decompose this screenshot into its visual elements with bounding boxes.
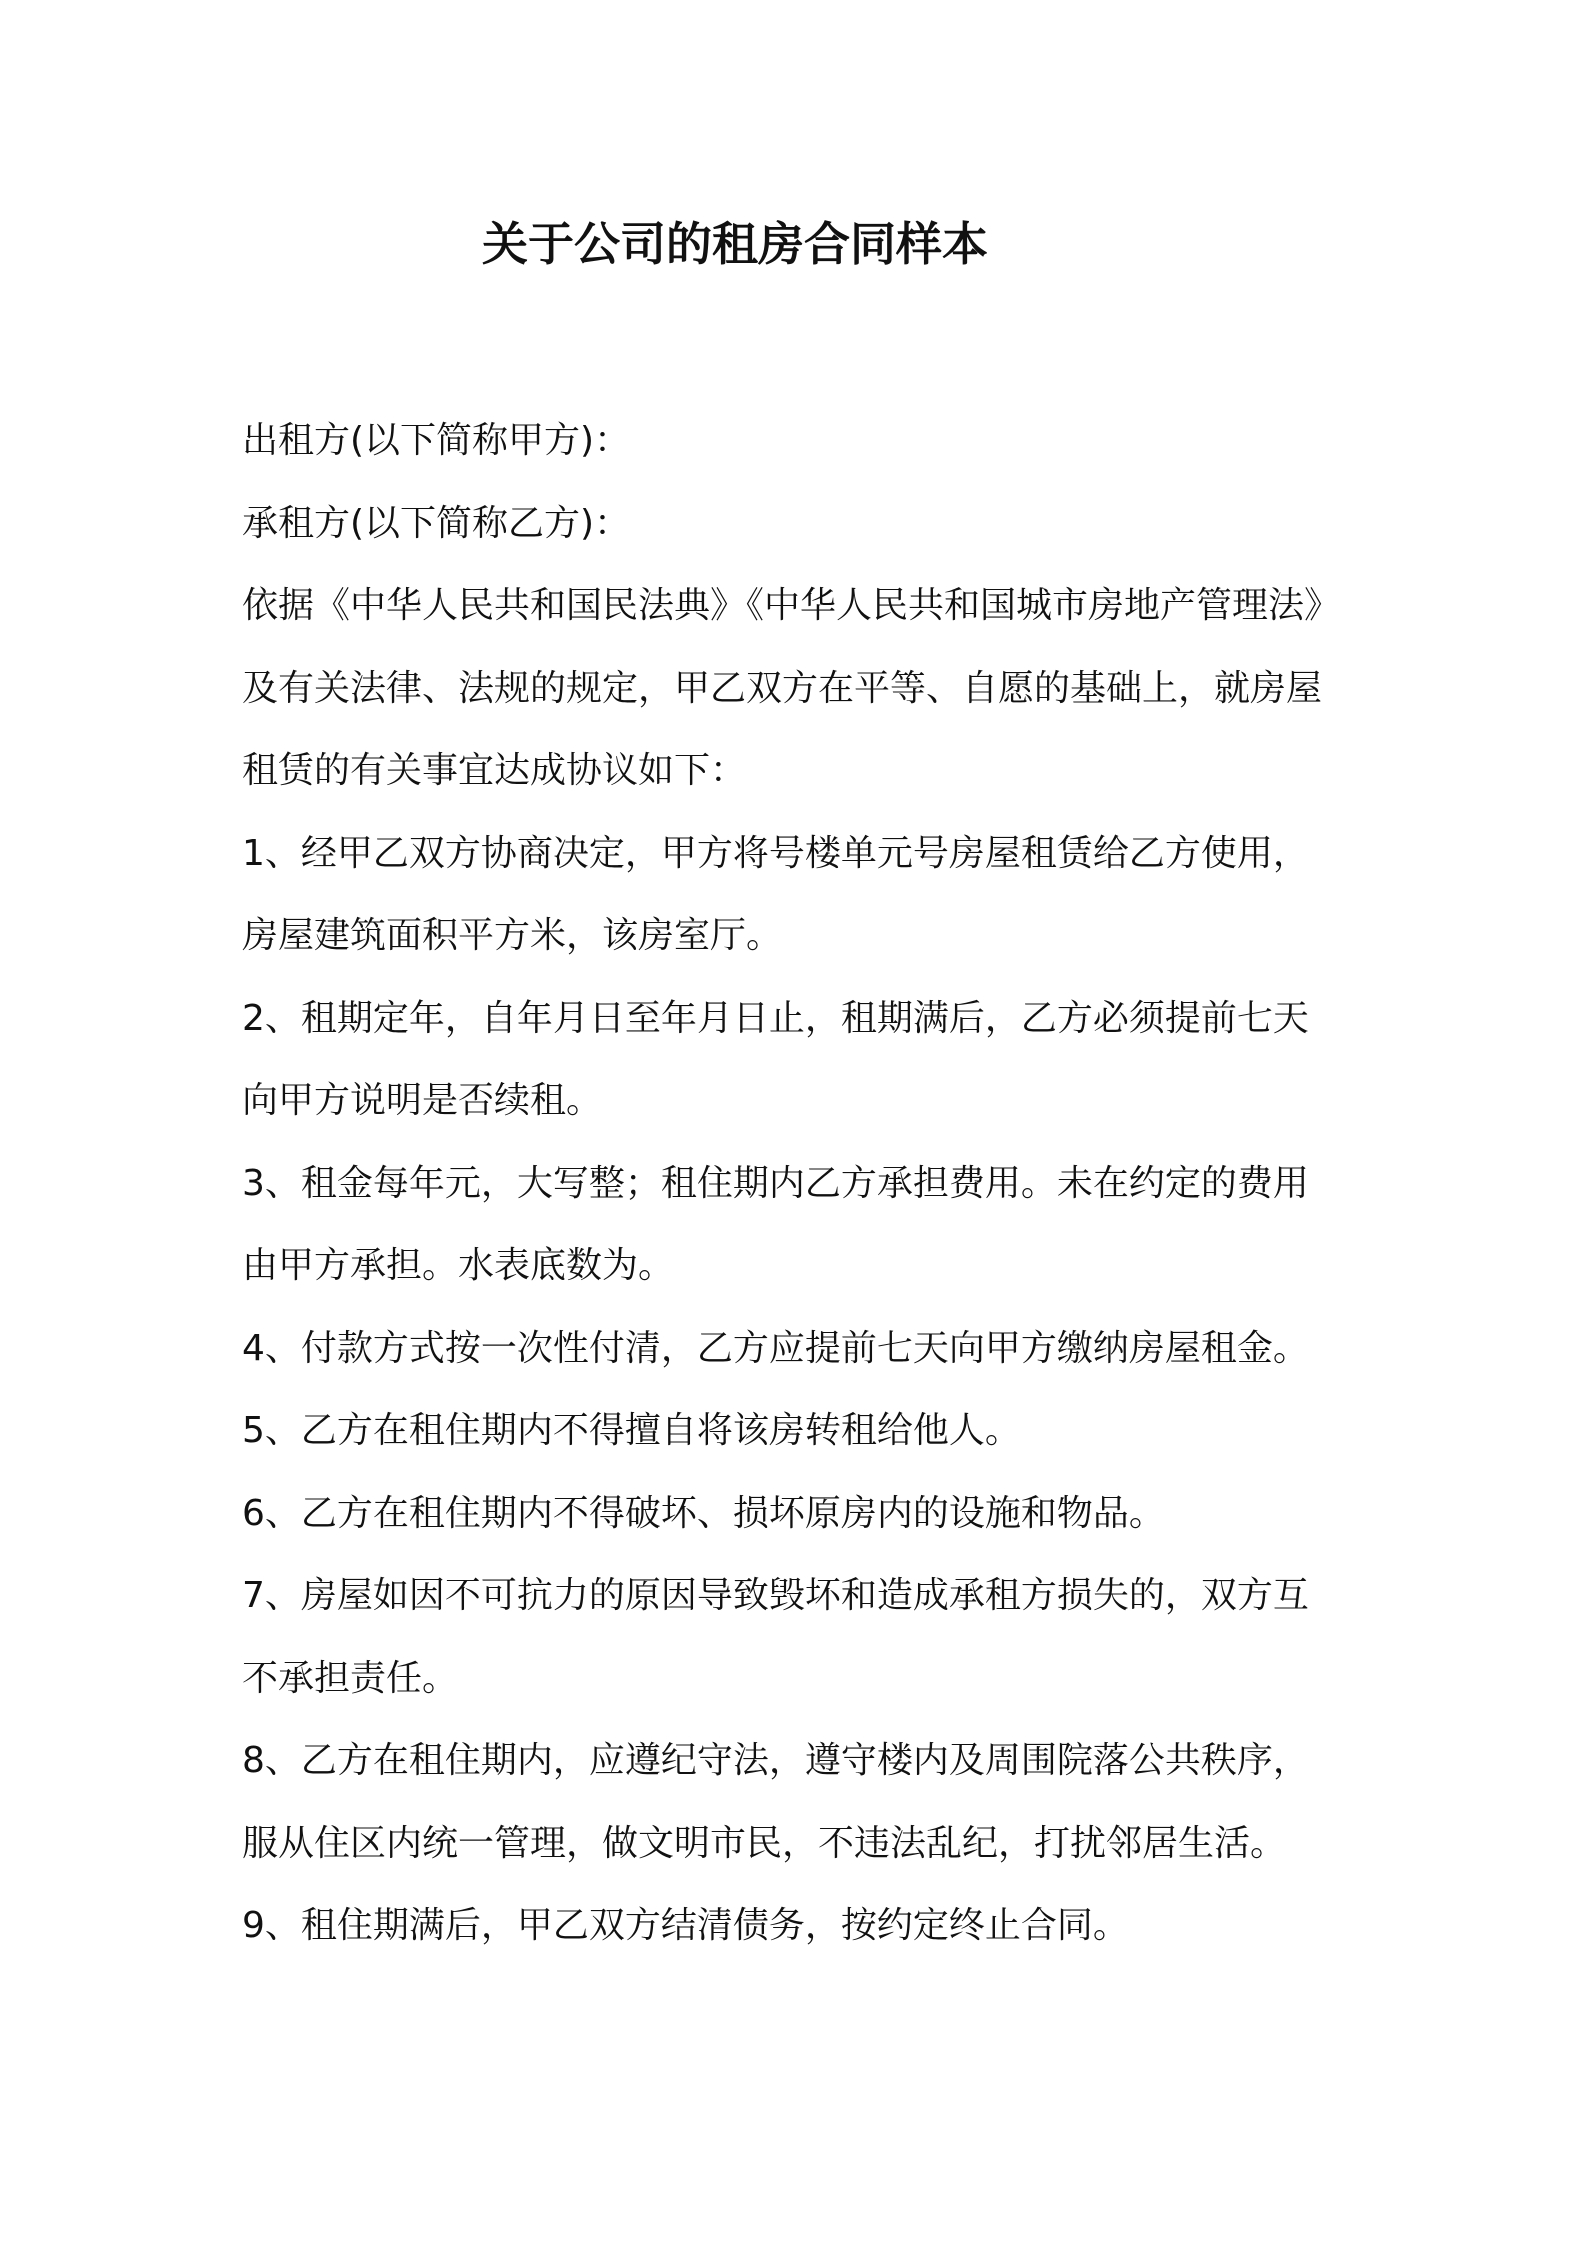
text-line-clause-1a: 1、经甲乙双方协商决定，甲方将号楼单元号房屋租赁给乙方使用， — [242, 832, 1309, 874]
text-line-clause-6: 6、乙方在租住期内不得破坏、损坏原房内的设施和物品。 — [242, 1492, 1165, 1534]
text-line-basis-1: 依据《中华人民共和国民法典》《中华人民共和国城市房地产管理法》 — [242, 585, 1341, 626]
text-line-clause-2b: 向甲方说明是否续租。 — [242, 1080, 603, 1121]
text-line-clause-5: 5、乙方在租住期内不得擅自将该房转租给他人。 — [242, 1410, 1021, 1451]
text-line-clause-3a: 3、租金每年元，大写整；租住期内乙方承担费用。未在约定的费用 — [242, 1162, 1309, 1204]
text-line-clause-3b: 由甲方承担。水表底数为。 — [242, 1245, 675, 1286]
text-line-clause-9: 9、租住期满后，甲乙双方结清债务，按约定终止合同。 — [242, 1905, 1129, 1946]
text-line-lessor: 出租方(以下简称甲方)： — [242, 420, 631, 461]
text-line-clause-7b: 不承担责任。 — [242, 1657, 459, 1699]
text-line-clause-4: 4、付款方式按一次性付清，乙方应提前七天向甲方缴纳房屋租金。 — [242, 1327, 1309, 1369]
text-line-lessee: 承租方(以下简称乙方)： — [242, 502, 631, 544]
text-line-basis-3: 租赁的有关事宜达成协议如下： — [242, 750, 747, 791]
text-line-clause-2a: 2、租期定年，自年月日至年月日止，租期满后，乙方必须提前七天 — [242, 997, 1309, 1039]
text-line-clause-8b: 服从住区内统一管理，做文明市民，不违法乱纪，打扰邻居生活。 — [242, 1822, 1287, 1864]
document-title: 关于公司的租房合同样本 — [482, 217, 988, 271]
text-line-basis-2: 及有关法律、法规的规定，甲乙双方在平等、自愿的基础上，就房屋 — [242, 667, 1323, 709]
text-line-clause-7a: 7、房屋如因不可抗力的原因导致毁坏和造成承租方损失的，双方互 — [242, 1575, 1309, 1616]
document-body — [242, 400, 1372, 1968]
text-line-clause-8a: 8、乙方在租住期内，应遵纪守法，遵守楼内及周围院落公共秩序， — [242, 1740, 1309, 1781]
text-line-clause-1b: 房屋建筑面积平方米，该房室厅。 — [242, 915, 783, 956]
